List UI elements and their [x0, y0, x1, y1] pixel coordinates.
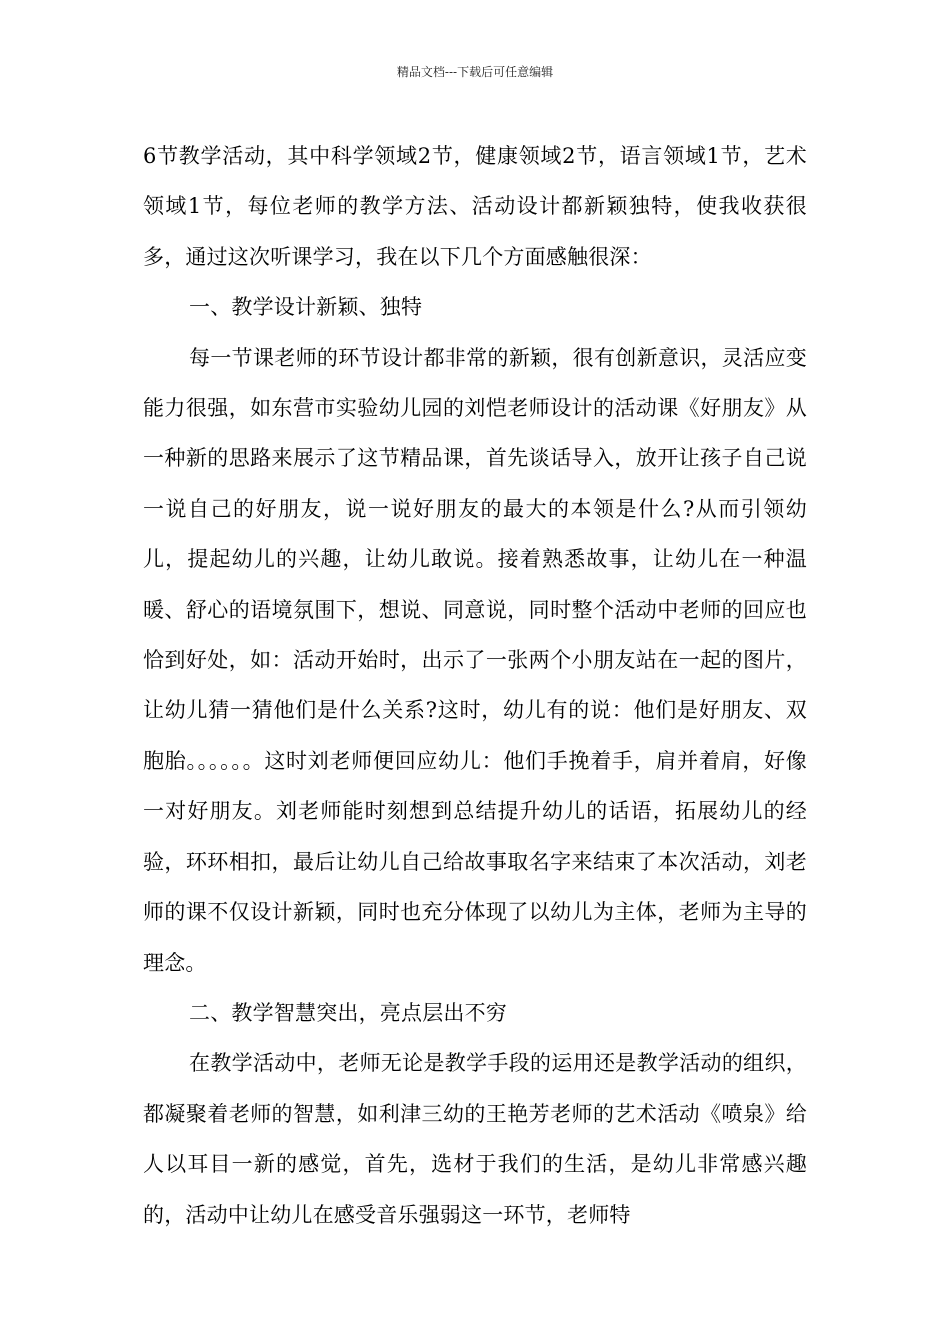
- page-header: 精品文档---下载后可任意编辑: [396, 65, 554, 79]
- paragraph-section-1: 每一节课老师的环节设计都非常的新颖，很有创新意识，灵活应变能力很强，如东营市实验幼儿园的刘恺老师设计的活动课《好朋友》从一种新的思路来展示了这节精品课，首先谈话导入，放开让孩子自己说一说自己的好朋友，说一说好朋友的最大的本领是什么?从而引领幼儿，提起幼儿的兴趣，让幼儿敢说。接着熟悉故事，让幼儿在一种温暖、舒心的语境氛围下，想说、同意说，同时整个活动中老师的回应也恰到好处，如：活动开始时，出示了一张两个小朋友站在一起的图片，让幼儿猜一猜他们是什么关系?这时，幼儿有的说：他们是好朋友、双胞胎。。。。。。这时刘老师便回应幼儿：他们手挽着手，肩并着肩，好像一对好朋友。刘老师能时刻想到总结提升幼儿的话语，拓展幼儿的经验，环环相扣，最后让幼儿自己给故事取名字来结束了本次活动，刘老师的课不仅设计新颖，同时也充分体现了以幼儿为主体，老师为主导的理念。: [143, 345, 807, 975]
- section-heading-2: 二、教学智慧突出，亮点层出不穷: [189, 1000, 507, 1025]
- paragraph-section-2: 在教学活动中，老师无论是教学手段的运用还是教学活动的组织，都凝聚着老师的智慧，如利津三幼的王艳芳老师的艺术活动《喷泉》给人以耳目一新的感觉，首先，选材于我们的生活，是幼儿非常感兴趣的，活动中让幼儿在感受音乐强弱这一环节，老师特: [143, 1051, 807, 1227]
- paragraph-intro: 6节教学活动，其中科学领域2节，健康领域2节，语言领域1节，艺术领域1节，每位老师的教学方法、活动设计都新颖独特，使我收获很多，通过这次听课学习，我在以下几个方面感触很深：: [143, 144, 807, 269]
- section-heading-1: 一、教学设计新颖、独特: [189, 295, 423, 320]
- document-body: [143, 131, 807, 1240]
